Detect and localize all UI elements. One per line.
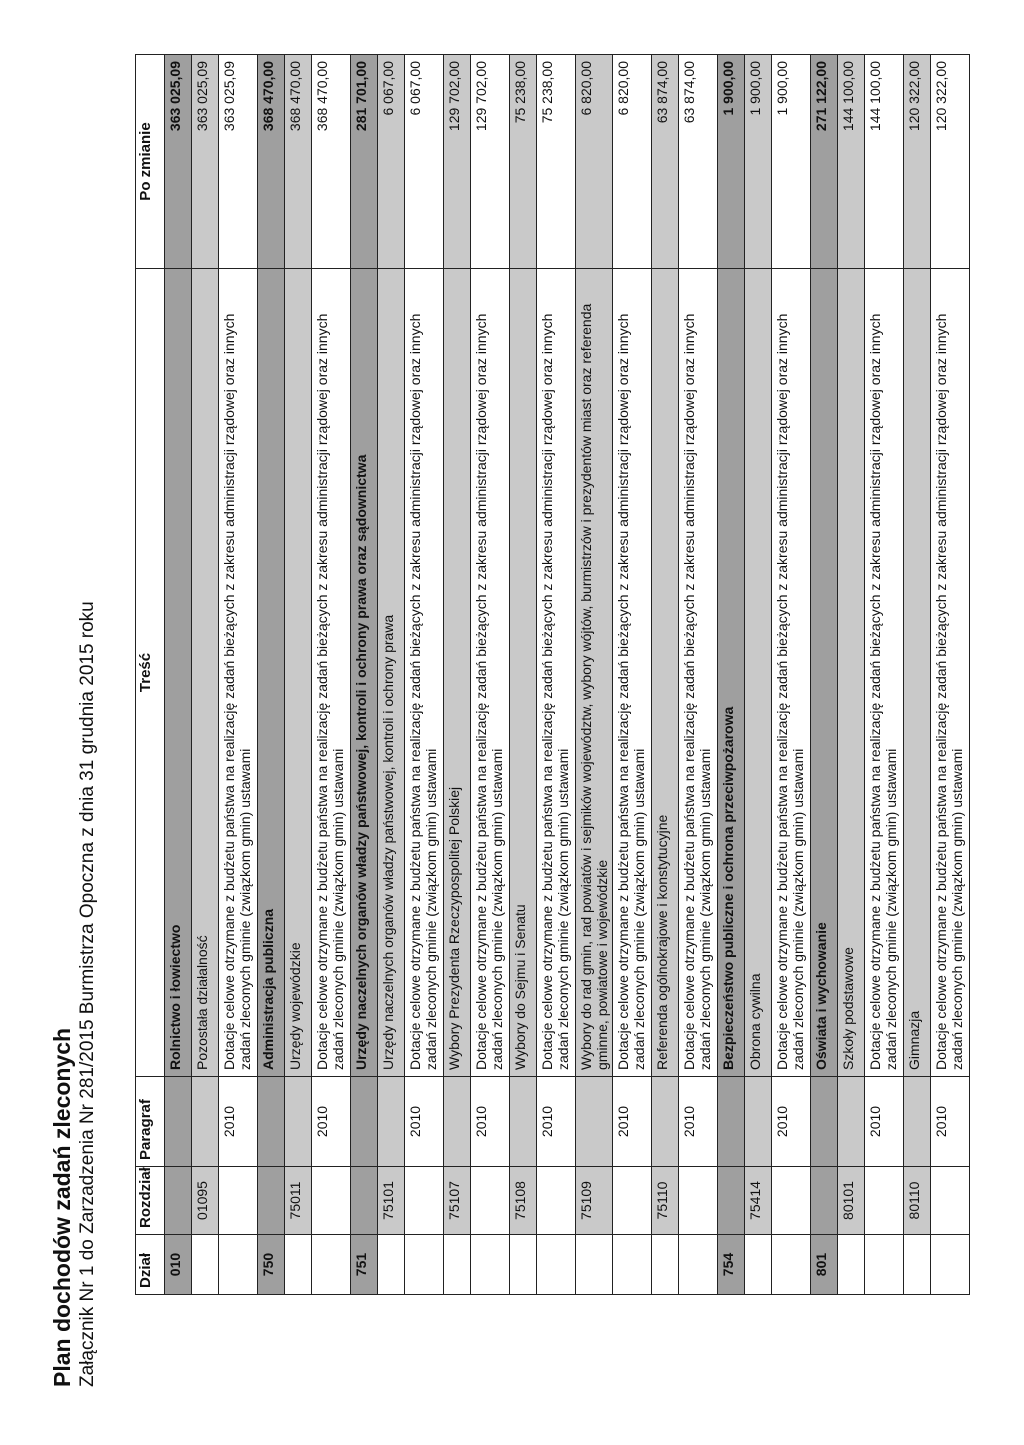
cell-po-zmianie: 368 470,00	[312, 55, 351, 269]
cell-tresc: Urzędy naczelnych organów władzy państwowej, kontroli i ochrony prawa	[378, 269, 405, 1077]
income-plan-table	[135, 54, 970, 1295]
cell-dzial	[931, 1235, 970, 1295]
table-row	[811, 55, 838, 1295]
cell-rozdzial	[165, 1167, 192, 1235]
cell-paragraf: 2010	[537, 1077, 576, 1167]
cell-rozdzial	[613, 1167, 652, 1235]
table-row	[718, 55, 745, 1295]
table-row	[931, 55, 970, 1295]
cell-dzial: 010	[165, 1235, 192, 1295]
cell-dzial	[192, 1235, 219, 1295]
table-row	[192, 55, 219, 1295]
cell-po-zmianie: 368 470,00	[258, 55, 285, 269]
cell-paragraf	[718, 1077, 745, 1167]
cell-tresc: Dotacje celowe otrzymane z budżetu państwa na realizację zadań bieżących z zakresu administracji rządowej oraz innych zadań zleconych gminie (związkom gmin) ustawami	[865, 269, 904, 1077]
cell-rozdzial	[865, 1167, 904, 1235]
header-rozdzial: Rozdział	[136, 1167, 165, 1235]
cell-tresc: Gimnazja	[904, 269, 931, 1077]
cell-po-zmianie: 363 025,09	[192, 55, 219, 269]
cell-tresc: Dotacje celowe otrzymane z budżetu państwa na realizację zadań bieżących z zakresu administracji rządowej oraz innych zadań zleconych gminie (związkom gmin) ustawami	[405, 269, 444, 1077]
cell-po-zmianie: 6 067,00	[378, 55, 405, 269]
cell-po-zmianie: 75 238,00	[537, 55, 576, 269]
cell-po-zmianie: 363 025,09	[165, 55, 192, 269]
cell-dzial	[652, 1235, 679, 1295]
cell-po-zmianie: 144 100,00	[865, 55, 904, 269]
table-row	[258, 55, 285, 1295]
cell-dzial: 754	[718, 1235, 745, 1295]
table-body	[165, 55, 970, 1295]
cell-po-zmianie: 1 900,00	[745, 55, 772, 269]
cell-tresc: Urzędy wojewódzkie	[285, 269, 312, 1077]
cell-rozdzial: 75101	[378, 1167, 405, 1235]
cell-rozdzial	[471, 1167, 510, 1235]
cell-rozdzial	[811, 1167, 838, 1235]
cell-rozdzial: 75414	[745, 1167, 772, 1235]
cell-tresc: Rolnictwo i łowiectwo	[165, 269, 192, 1077]
cell-paragraf: 2010	[471, 1077, 510, 1167]
table-row	[576, 55, 613, 1295]
cell-dzial	[576, 1235, 613, 1295]
cell-rozdzial	[718, 1167, 745, 1235]
cell-dzial	[865, 1235, 904, 1295]
cell-tresc: Dotacje celowe otrzymane z budżetu państwa na realizację zadań bieżących z zakresu administracji rządowej oraz innych zadań zleconych gminie (związkom gmin) ustawami	[772, 269, 811, 1077]
cell-po-zmianie: 271 122,00	[811, 55, 838, 269]
table-row	[165, 55, 192, 1295]
cell-paragraf	[576, 1077, 613, 1167]
cell-paragraf	[165, 1077, 192, 1167]
cell-paragraf	[838, 1077, 865, 1167]
cell-rozdzial	[405, 1167, 444, 1235]
cell-po-zmianie: 1 900,00	[772, 55, 811, 269]
cell-paragraf: 2010	[405, 1077, 444, 1167]
cell-tresc: Bezpieczeństwo publiczne i ochrona przeciwpożarowa	[718, 269, 745, 1077]
cell-dzial	[772, 1235, 811, 1295]
table-row	[537, 55, 576, 1295]
table-row	[865, 55, 904, 1295]
cell-po-zmianie: 75 238,00	[510, 55, 537, 269]
cell-paragraf: 2010	[772, 1077, 811, 1167]
cell-po-zmianie: 1 900,00	[718, 55, 745, 269]
cell-dzial	[405, 1235, 444, 1295]
table-row	[351, 55, 378, 1295]
cell-rozdzial	[679, 1167, 718, 1235]
header-paragraf: Paragraf	[136, 1077, 165, 1167]
table-row	[679, 55, 718, 1295]
cell-tresc: Oświata i wychowanie	[811, 269, 838, 1077]
cell-dzial: 751	[351, 1235, 378, 1295]
cell-tresc: Dotacje celowe otrzymane z budżetu państwa na realizację zadań bieżących z zakresu administracji rządowej oraz innych zadań zleconych gminie (związkom gmin) ustawami	[471, 269, 510, 1077]
cell-tresc: Dotacje celowe otrzymane z budżetu państwa na realizację zadań bieżących z zakresu administracji rządowej oraz innych zadań zleconych gminie (związkom gmin) ustawami	[931, 269, 970, 1077]
cell-po-zmianie: 129 702,00	[471, 55, 510, 269]
cell-dzial	[745, 1235, 772, 1295]
cell-paragraf	[811, 1077, 838, 1167]
cell-tresc: Pozostała działalność	[192, 269, 219, 1077]
cell-po-zmianie: 63 874,00	[679, 55, 718, 269]
cell-po-zmianie: 368 470,00	[285, 55, 312, 269]
table-row	[312, 55, 351, 1295]
cell-rozdzial	[312, 1167, 351, 1235]
table-row	[745, 55, 772, 1295]
cell-rozdzial: 75109	[576, 1167, 613, 1235]
cell-tresc: Dotacje celowe otrzymane z budżetu państwa na realizację zadań bieżących z zakresu administracji rządowej oraz innych zadań zleconych gminie (związkom gmin) ustawami	[312, 269, 351, 1077]
cell-dzial	[838, 1235, 865, 1295]
table-row	[405, 55, 444, 1295]
cell-rozdzial	[772, 1167, 811, 1235]
cell-paragraf	[510, 1077, 537, 1167]
cell-rozdzial	[258, 1167, 285, 1235]
cell-po-zmianie: 6 067,00	[405, 55, 444, 269]
cell-tresc: Dotacje celowe otrzymane z budżetu państwa na realizację zadań bieżących z zakresu administracji rządowej oraz innych zadań zleconych gminie (związkom gmin) ustawami	[537, 269, 576, 1077]
cell-po-zmianie: 6 820,00	[576, 55, 613, 269]
cell-po-zmianie: 63 874,00	[652, 55, 679, 269]
cell-dzial	[444, 1235, 471, 1295]
cell-po-zmianie: 129 702,00	[444, 55, 471, 269]
table-row	[652, 55, 679, 1295]
cell-po-zmianie: 120 322,00	[904, 55, 931, 269]
cell-rozdzial	[537, 1167, 576, 1235]
table-row	[838, 55, 865, 1295]
cell-paragraf	[444, 1077, 471, 1167]
cell-tresc: Dotacje celowe otrzymane z budżetu państwa na realizację zadań bieżących z zakresu administracji rządowej oraz innych zadań zleconych gminie (związkom gmin) ustawami	[613, 269, 652, 1077]
cell-paragraf	[285, 1077, 312, 1167]
cell-rozdzial: 01095	[192, 1167, 219, 1235]
cell-paragraf	[904, 1077, 931, 1167]
cell-po-zmianie: 363 025,09	[219, 55, 258, 269]
table-row	[471, 55, 510, 1295]
cell-dzial	[312, 1235, 351, 1295]
table-row	[378, 55, 405, 1295]
cell-paragraf: 2010	[312, 1077, 351, 1167]
cell-paragraf: 2010	[679, 1077, 718, 1167]
cell-rozdzial: 80101	[838, 1167, 865, 1235]
cell-paragraf	[258, 1077, 285, 1167]
cell-po-zmianie: 144 100,00	[838, 55, 865, 269]
cell-tresc: Obrona cywilna	[745, 269, 772, 1077]
table-row	[444, 55, 471, 1295]
cell-dzial	[537, 1235, 576, 1295]
table-row	[613, 55, 652, 1295]
cell-rozdzial: 75108	[510, 1167, 537, 1235]
cell-tresc: Wybory do Sejmu i Senatu	[510, 269, 537, 1077]
cell-rozdzial: 75107	[444, 1167, 471, 1235]
table-row	[285, 55, 312, 1295]
cell-tresc: Szkoły podstawowe	[838, 269, 865, 1077]
cell-tresc: Dotacje celowe otrzymane z budżetu państwa na realizację zadań bieżących z zakresu administracji rządowej oraz innych zadań zleconych gminie (związkom gmin) ustawami	[679, 269, 718, 1077]
header-tresc: Treść	[136, 269, 165, 1077]
cell-tresc: Dotacje celowe otrzymane z budżetu państwa na realizację zadań bieżących z zakresu administracji rządowej oraz innych zadań zleconych gminie (związkom gmin) ustawami	[219, 269, 258, 1077]
cell-dzial	[510, 1235, 537, 1295]
cell-dzial	[679, 1235, 718, 1295]
table-row	[510, 55, 537, 1295]
cell-dzial	[613, 1235, 652, 1295]
cell-paragraf	[378, 1077, 405, 1167]
page-title: Plan dochodów zadań zleconych	[49, 1027, 75, 1387]
table-row	[219, 55, 258, 1295]
cell-tresc: Wybory Prezydenta Rzeczypospolitej Polskiej	[444, 269, 471, 1077]
header-dzial: Dział	[136, 1235, 165, 1295]
cell-paragraf: 2010	[931, 1077, 970, 1167]
cell-dzial	[219, 1235, 258, 1295]
cell-rozdzial	[351, 1167, 378, 1235]
cell-dzial	[904, 1235, 931, 1295]
cell-paragraf: 2010	[219, 1077, 258, 1167]
cell-dzial	[285, 1235, 312, 1295]
table-header-row	[136, 55, 165, 1295]
cell-tresc: Administracja publiczna	[258, 269, 285, 1077]
cell-dzial: 750	[258, 1235, 285, 1295]
cell-paragraf: 2010	[865, 1077, 904, 1167]
cell-paragraf	[745, 1077, 772, 1167]
cell-rozdzial: 80110	[904, 1167, 931, 1235]
cell-rozdzial: 75011	[285, 1167, 312, 1235]
cell-paragraf	[351, 1077, 378, 1167]
cell-rozdzial: 75110	[652, 1167, 679, 1235]
cell-tresc: Wybory do rad gmin, rad powiatów i sejmików województw, wybory wójtów, burmistrzów i prezydentów miast oraz referenda gminne, powiatowe i wojewódzkie	[576, 269, 613, 1077]
cell-rozdzial	[219, 1167, 258, 1235]
cell-rozdzial	[931, 1167, 970, 1235]
cell-dzial	[471, 1235, 510, 1295]
cell-paragraf	[652, 1077, 679, 1167]
table-row	[772, 55, 811, 1295]
cell-tresc: Referenda ogólnokrajowe i konstytucyjne	[652, 269, 679, 1077]
cell-po-zmianie: 281 701,00	[351, 55, 378, 269]
cell-paragraf: 2010	[613, 1077, 652, 1167]
cell-po-zmianie: 120 322,00	[931, 55, 970, 269]
cell-tresc: Urzędy naczelnych organów władzy państwowej, kontroli i ochrony prawa oraz sądownictwa	[351, 269, 378, 1077]
cell-dzial	[378, 1235, 405, 1295]
cell-dzial: 801	[811, 1235, 838, 1295]
header-po-zmianie: Po zmianie	[136, 55, 165, 269]
page-subtitle: Załącznik Nr 1 do Zarzadzenia Nr 281/2015 Burmistrza Opoczna z dnia 31 grudnia 2015 roku	[77, 601, 98, 1387]
cell-po-zmianie: 6 820,00	[613, 55, 652, 269]
cell-paragraf	[192, 1077, 219, 1167]
table-row	[904, 55, 931, 1295]
